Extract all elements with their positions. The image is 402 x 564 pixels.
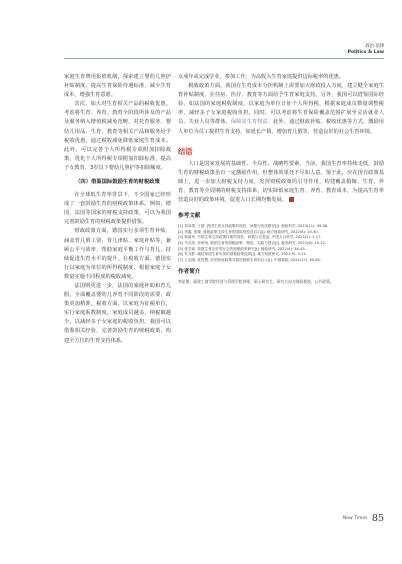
paragraph-continued-right: 女成年或完成学业，参加工作；为高收入生育家庭提供边际税率的优惠。	[178, 74, 345, 80]
conclusion-text: 人口是国家发展的基础性、全局性、战略性要素。当前，我国生育率持续走低，鼓励生育的财税政策虽有一定激励作用，但整体效果还不尽如人意。鉴于此，应在现有政策基础上，进一步加大财税支持力度，发挥财税政策的引导作用，构建覆盖婚嫁、生育、养育、教育等全周期的财税支持体系，切实降低家庭生育、养育、教育成本，为提高生育率营造良好的政策环境，促进人口长期均衡发展。	[178, 160, 384, 204]
references-list	[178, 224, 384, 263]
reference-item: [3] 杨菊华. 中国生育支持政策体系的现状、问题与完善[J]. 中国人口科学, 2023(2): 1-17.	[178, 235, 322, 240]
author-heading: 作者简介	[178, 269, 201, 276]
conclusion-heading: 结语	[178, 146, 193, 156]
highlighted-text: 保障其生育权益。	[230, 119, 274, 126]
references-heading: 参考文献	[178, 213, 201, 220]
magazine-name: New Times	[342, 516, 368, 521]
page-footer	[343, 513, 384, 524]
end-mark-icon	[289, 197, 294, 202]
reference-item: [2] 李鑫, 张晓. 财税政策支持生育的国际经验及启示[J]. 地方财政研究, 2022(8): 20-30.	[178, 229, 319, 234]
subsection-heading: （四）借鉴国际鼓励生育的财税政策	[75, 179, 160, 186]
reference-item: [1] 刘卓珺, 王超. 我国生育支持政策的现状、问题与优化路径[J]. 财政科学, 2023(11): 49-58.	[178, 224, 329, 229]
header-rule	[64, 58, 384, 59]
paragraph-international: 在全球低生育率背景下，不少国家已经形成了一套鼓励生育的财税政策体系。例如，德国、法国等国家的财税支持政策，可以为我国完善鼓励生育的财税政策提供借鉴。	[64, 192, 171, 226]
right-column	[178, 73, 384, 285]
reference-item: [4] 马光荣, 李承怡. 鼓励生育的财税政策：理论、实践与建议[J]. 税务研究, 2022(6): 15-22.	[178, 240, 327, 245]
paragraph-tax-policy	[178, 82, 384, 137]
paragraph-tax-policy-tail: 此外，通过财政补贴、税收优惠等方式，激励用人单位为员工提供生育支持，如延长产假、增加育儿假等，营造良好的社会生育环境。	[178, 119, 384, 135]
author-bio: 李思敏，福建工商学院经济与管理学院讲师，硕士研究生，研究方向为财政税收、公共政策。	[178, 279, 334, 285]
paragraph-continued: 家庭生育费用报销机制，探索建立婴幼儿照护补贴制度，提高生育保险待遇标准，减少生育成本，增强生育意愿。	[64, 74, 171, 99]
category-zh: 政治·法律	[365, 44, 384, 49]
paragraph-france: 法国则更进一步，法国的家庭补助和育儿假，全面覆盖婴幼儿养育不同阶段的需要，政策更加精准。税收方面，以家庭为征税单位，实行家庭系数制度，家庭成员越多，纳税额越少，以减轻多子女家庭的税收负担。我国可以借鉴相关经验，完善鼓励生育的财税政策，构建全方位的生育支持体系。	[64, 282, 171, 344]
reference-item: [5] 张学诞. 构建生育友好型社会的财税政策研究[J]. 财政研究, 2022(4): 34-45.	[178, 246, 306, 251]
paragraph-tax-incentives: 其次，加大对生育相关产品的税收优惠。考虑将生育、养育、教育全阶段所涉及的产品及服务纳入增值税减免范畴，对托育服务、婴幼儿用品、生育、教育等相关产品和服务给予税收优惠，通过税收减免降低家庭生育成本。此外，可以完善个人所得税专项附加扣除政策，优化个人所得税专项附加扣除标准，提高子女教育、3岁以下婴幼儿照护等扣除额度。	[64, 101, 171, 171]
paragraph-tax-policy-text: 税收政策方面，我国在生育成本分担机制上需要加大财政投入力度，建立健全家庭生育补贴制度，在住房、医疗、教育等方面给予生育家庭支持。另外，我国可以借鉴国际经验，如法国的家庭税收制度，以家庭为单位计征个人所得税，根据家庭成员数量调整税率，减轻多子女家庭税收负担。同时，可以考虑将生育保险覆盖范围扩展至灵活就业人员、失业人员等群体，	[178, 83, 384, 126]
paragraph-germany: 财政政策方面，德国实行多项生育补贴，涵盖育儿假工资、育儿津贴、家庭补贴等，兼顾公平与效率，帮助家庭平衡工作与育儿，持续促进生育水平的提升。在税收方面，德国实行以家庭为单位的所得税制度，根据家庭子女数量实施不同程度的税收减免。	[64, 228, 171, 280]
page-number: 85	[371, 513, 384, 524]
category-en: Politics & Law	[347, 49, 384, 55]
reference-item: [7] 王志刚, 张智慧. 法国家庭政策对我国鼓励生育的启示[J]. 中国财政, 2021(17): 60-62.	[178, 257, 322, 262]
reference-item: [6] 朱为群. 减轻家庭生育负担的财税政策选择[J]. 地方财政研究, 2021(9): 4-11.	[178, 252, 308, 257]
left-column	[64, 73, 171, 346]
section-category	[348, 44, 384, 56]
conclusion-paragraph	[178, 160, 384, 205]
